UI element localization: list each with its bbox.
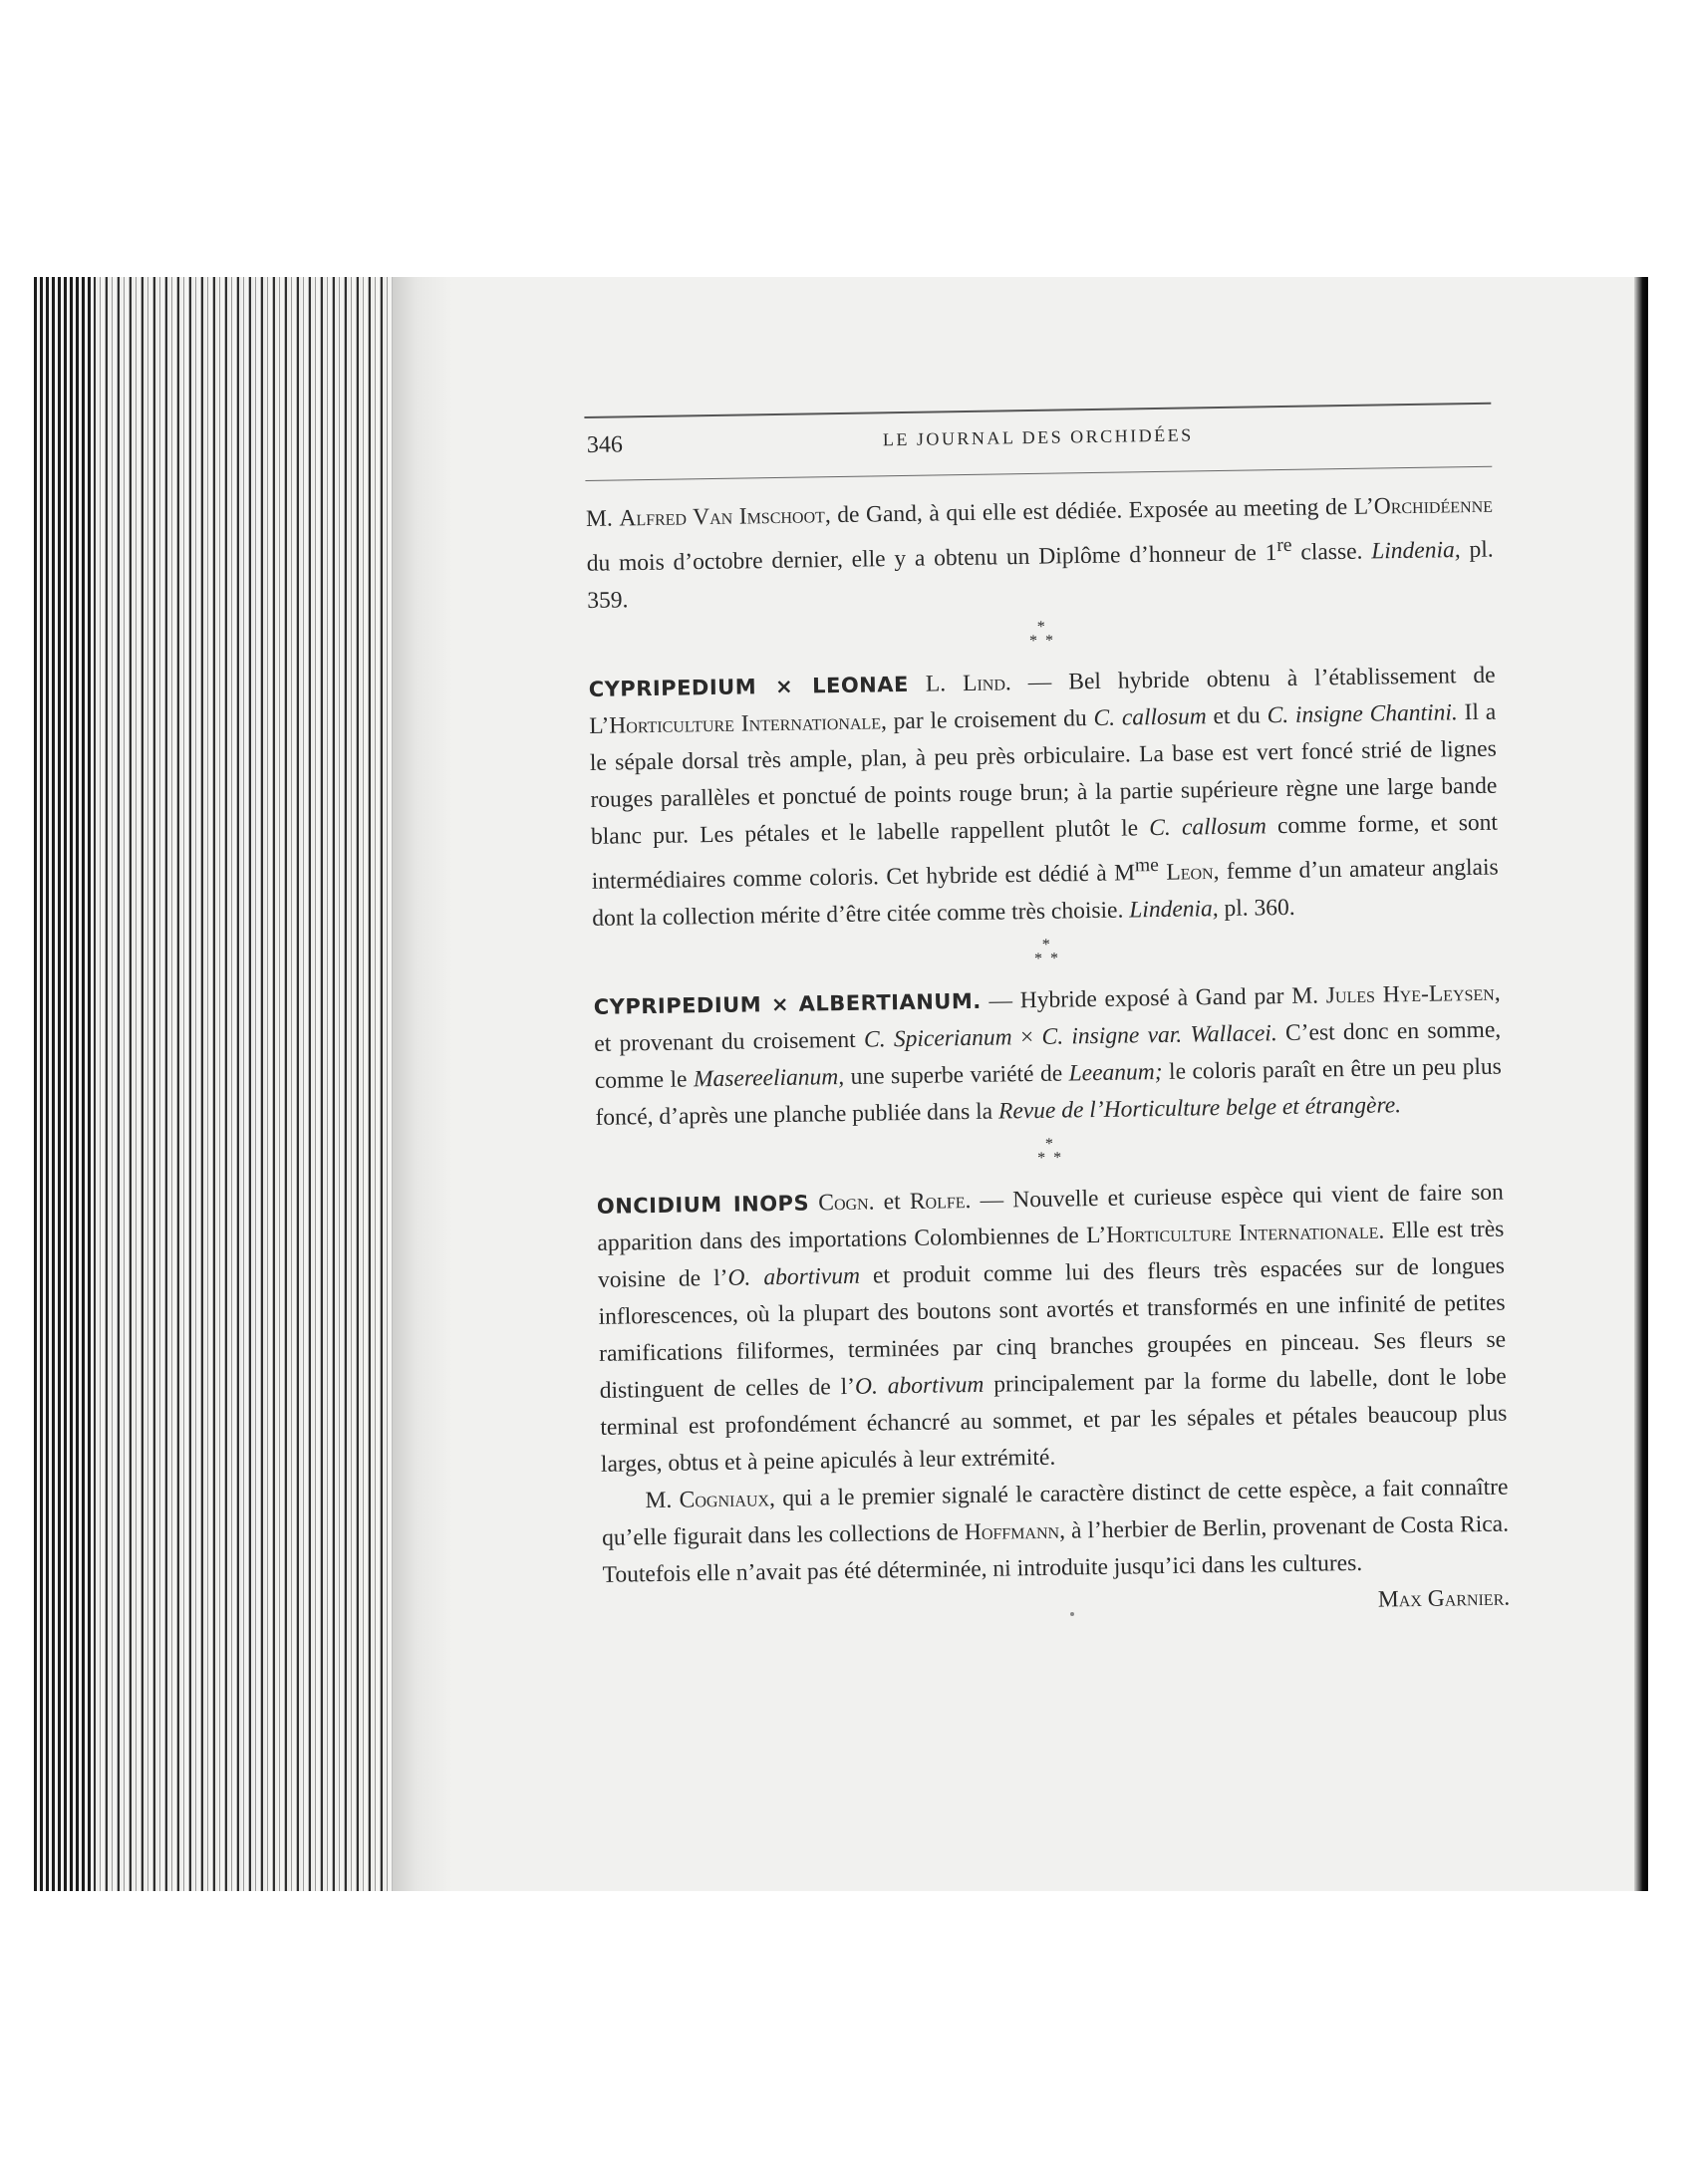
entry-cypripedium-albertianum: CYPRIPEDIUM × ALBERTIANUM. — Hybride exposé à Gand par M. Jules Hye-Leysen, et provenant du croisement C. Spicerianum × C. insigne var. Wallacei. C’est donc en somme, comme le Masereelianum, une superbe variété de Leeanum; le coloris paraît en être un peu plus foncé, d’après une planche publiée dans la Revue de l’Horticulture belge et étrangère. [593,979,1502,1131]
person-name: Alfred Van Imschoot [619,502,826,532]
paragraph-cogniaux: M. Cogniaux, qui a le premier signalé le caractère distinct de cette espèce, a fait connaître qu’elle figurait dans les collections de Hoffmann, à l’herbier de Berlin, provenant de Costa Rica. Toutefois elle n’avait pas été déterminée, ni introduite jusqu’ici dans les cultures. [601,1474,1510,1588]
society-name: L’Orchidéenne [1353,491,1494,520]
section-separator: * * * [1028,618,1054,650]
page-number: 346 [586,431,624,458]
article-body [586,487,1511,1631]
page-edge-right [1634,277,1648,1891]
entry-heading: CYPRIPEDIUM × ALBERTIANUM. [593,988,982,1019]
entry-heading: CYPRIPEDIUM × LEONAE [588,672,910,701]
running-header [584,403,1492,481]
running-title: LE JOURNAL DES ORCHIDÉES [882,424,1194,450]
book-gutter [393,277,452,1891]
reference-title: Lindenia, [1129,895,1219,924]
entry-heading: ONCIDIUM INOPS [596,1191,810,1219]
author-signature: Max Garnier. [1377,1584,1511,1613]
reference-title: Lindenia, [1371,537,1461,565]
journal-page [584,377,1510,1631]
paragraph-continuation: M. Alfred Van Imschoot, de Gand, à qui elle est dédiée. Exposée au meeting de L’Orchidéenne du mois d’octobre dernier, elle y a obtenu un Diplôme d’honneur de 1re classe. Lindenia, pl. 359. [585,491,1494,614]
section-separator: * * * [1033,936,1059,967]
page-edges-left [34,277,393,1891]
section-separator: * * * [1037,1135,1062,1167]
entry-cypripedium-leonae: CYPRIPEDIUM × LEONAE L. Lind. — Bel hybride obtenu à l’établissement de L’Horticulture Internationale, par le croisement du C. callosum et du C. insigne Chantini. Il a le sépale dorsal très ample, plan, à peu près orbiculaire. La base est vert foncé strié de lignes rouges parallèles et ponctué de points rouge brun; à la partie supérieure règne une large bande blanc pur. Les pétales et le labelle rappellent plutôt le C. callosum comme forme, et sont intermédiaires comme coloris. Cet hybride est dédié à $M^{me}$ Leon, femme d’un amateur anglais dont la collection mérite d’être citée comme très choisie. Lindenia, pl. 360. [588,662,1499,932]
entry-oncidium-inops: ONCIDIUM INOPS Cogn. et Rolfe. — Nouvelle et curieuse espèce qui vient de faire son apparition dans des importations Colombiennes de L’Horticulture Internationale. Elle est très voisine de l’O. abortivum et produit comme lui des fleurs très espacées sur de longues inflorescences, où la plupart des boutons sont avortés et transformés en une infinité de petites ramifications filiformes, terminées par cinq branches groupées en pinceau. Ses fleurs se distinguent de celles de l’O. abortivum principalement par la forme du labelle, dont le lobe terminal est profondément échancré au sommet, et par les sépales et pétales beaucoup plus larges, obtus et à peine apiculés à leur extrémité. [596,1179,1508,1478]
